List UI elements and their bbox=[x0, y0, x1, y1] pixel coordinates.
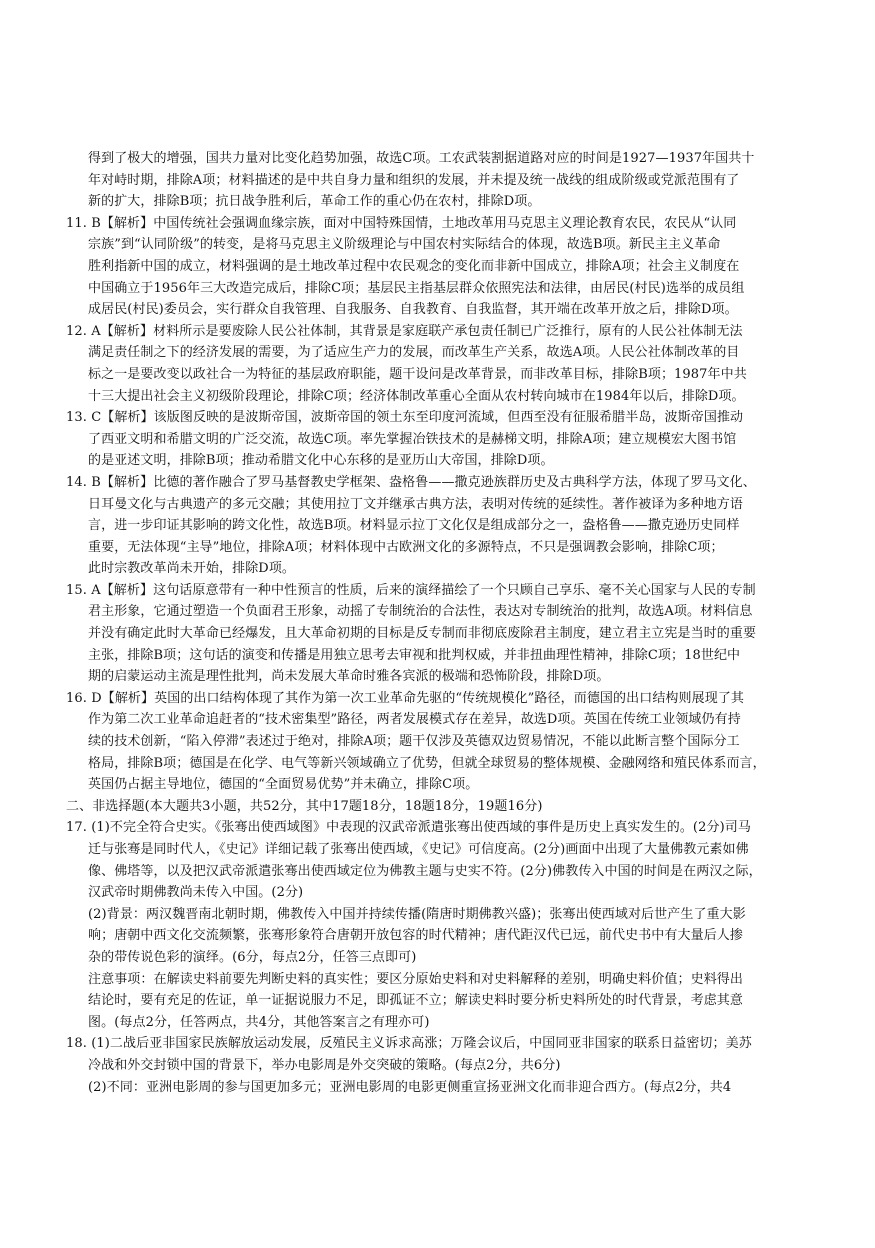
text-line: 得到了极大的增强，国共力量对比变化趋势加强，故选C项。工农武装割据道路对应的时间是1927—1937年国共十 bbox=[88, 151, 755, 166]
text-line: 图。(每点2分，任答两点，共4分，其他答案言之有理亦可) bbox=[88, 1014, 430, 1030]
text-line: 十三大提出社会主义初级阶段理论，排除C项；经济体制改革重心全面从农村转向城市在1984年以后，排除D项。 bbox=[88, 388, 745, 404]
text-line: 中国确立于1956年三大改造完成后，排除C项；基层民主指基层群众依照宪法和法律，由居民(村民)选举的成员组 bbox=[88, 280, 745, 296]
question-11-line: 11. B【解析】中国传统社会强调血缘宗族，面对中国特殊国情，土地改革用马克思主义理论教育农民，农民从“认同 bbox=[66, 215, 737, 231]
text-line: 日耳曼文化与古典遗产的多元交融；其使用拉丁文并继承古典方法，表明对传统的延续性。著作被译为多种地方语 bbox=[88, 496, 744, 512]
text-line: 作为第二次工业革命追赶者的“技术密集型”路径，两者发展模式存在差异，故选D项。英国在传统工业领域仍有持 bbox=[88, 712, 741, 728]
text-line: 格局，排除B项；德国是在化学、电气等新兴领域确立了优势，但就全球贸易的整体规模、金融网络和殖民体系而言， bbox=[88, 755, 766, 771]
text-line: 满足责任制之下的经济发展的需要，为了适应生产力的发展，而改革生产关系，故选A项。人民公社体制改革的目 bbox=[88, 345, 740, 361]
text-line: 续的技术创新，“陷入停滞”表述过于绝对，排除A项；题干仅涉及英德双边贸易情况，不能以此断言整个国际分工 bbox=[88, 734, 740, 750]
text-line: 重要，无法体现“主导”地位，排除A项；材料体现中古欧洲文化的多源特点，不只是强调教会影响，排除C项； bbox=[88, 539, 724, 555]
text-line: 结论时，要有充足的佐证，单一证据说服力不足，即孤证不立；解读史料时要分析史料所处的时代背景，考虑其意 bbox=[88, 993, 744, 1009]
text-line: 标之一是要改变以政社合一为特征的基层政府职能，题干设问是改革背景，而非改革目标，排除B项；1987年中共 bbox=[88, 366, 747, 382]
question-13-line: 13. C【解析】该版图反映的是波斯帝国，波斯帝国的领土东至印度河流域，但西至没有征服希腊半岛，波斯帝国推动 bbox=[66, 410, 744, 426]
text-line: 新的扩大，排除B项；抗日战争胜利后，革命工作的重心仍在农村，排除D项。 bbox=[88, 194, 541, 210]
text-line: 并没有确定此时大革命已经爆发，且大革命初期的目标是反专制而非彻底废除君主制度，建立君主立宪是当时的重要 bbox=[88, 626, 757, 642]
question-16-line: 16. D【解析】英国的出口结构体现了其作为第一次工业革命先驱的“传统规模化”路径，而德国的出口结构则展现了其 bbox=[66, 690, 745, 706]
text-line: 英国仍占据主导地位，德国的“全面贸易优势”并未确立，排除C项。 bbox=[88, 777, 479, 793]
text-line: 此时宗教改革尚未开始，排除D项。 bbox=[88, 561, 296, 577]
text-line: 杂的带传说色彩的演绎。(6分，每点2分，任答三点即可) bbox=[88, 949, 417, 965]
text-line: 汉武帝时期佛教尚未传入中国。(2分) bbox=[88, 885, 304, 901]
text-line: 言，进一步印证其影响的跨文化性，故选B项。材料显示拉丁文化仅是组成部分之一，盎格鲁——撒克逊历史同样 bbox=[88, 518, 740, 534]
text-line: 主张，排除B项；这句话的演变和传播是用独立思考去审视和批判权威，并非扭曲理性精神，排除C项；18世纪中 bbox=[88, 647, 741, 663]
text-line: 像、佛塔等，以及把汉武帝派遣张骞出使西域定位为佛教主题与史实不符。(2分)佛教传入中国的时间是在两汉之际， bbox=[88, 863, 762, 879]
text-line: 胜利指新中国的成立，材料强调的是土地改革过程中农民观念的变化而非新中国成立，排除A项；社会主义制度在 bbox=[88, 258, 740, 274]
text-line: 响；唐朝中西文化交流频繁，张骞形象符合唐朝开放包容的时代精神；唐代距汉代已远，前代史书中有大量后人掺 bbox=[88, 928, 744, 944]
section-heading: 二、非选择题(本大题共3小题，共52分，其中17题18分，18题18分，19题16分) bbox=[66, 798, 543, 814]
question-12-line: 12. A【解析】材料所示是要废除人民公社体制，其背景是家庭联产承包责任制已广泛推行，原有的人民公社体制无法 bbox=[66, 323, 743, 339]
text-line: 期的启蒙运动主流是理性批判，尚未发展大革命时雅各宾派的极端和恐怖阶段，排除D项。 bbox=[88, 669, 610, 685]
text-line: 注意事项：在解读史料前要先判断史料的真实性；要区分原始史料和对史料解释的差别，明确史料价值；史料得出 bbox=[88, 971, 744, 987]
question-17-line: 17. (1)不完全符合史实。《张骞出使西域图》中表现的汉武帝派遣张骞出使西域的事件是历史上真实发生的。(2分)司马 bbox=[66, 820, 751, 836]
question-15-line: 15. A【解析】这句话原意带有一种中性预言的性质，后来的演绎描绘了一个只顾自己享乐、毫不关心国家与人民的专制 bbox=[66, 582, 756, 598]
question-18-line: 18. (1)二战后亚非国家民族解放运动发展，反殖民主义诉求高涨；万隆会议后，中国同亚非国家的联系日益密切；美苏 bbox=[66, 1036, 752, 1052]
text-line: 君主形象，它通过塑造一个负面君王形象，动摇了专制统治的合法性，表达对专制统治的批判，故选A项。材料信息 bbox=[88, 604, 753, 620]
question-14-line: 14. B【解析】比德的著作融合了罗马基督教史学框架、盎格鲁——撒克逊族群历史及古典科学方法，体现了罗马文化、 bbox=[66, 474, 756, 490]
text-line: 的是亚述文明，排除B项；推动希腊文化中心东移的是亚历山大帝国，排除D项。 bbox=[88, 453, 554, 469]
text-line: (2)不同：亚洲电影周的参与国更加多元；亚洲电影周的电影更侧重宣扬亚洲文化而非迎合西方。(每点2分，共4 bbox=[88, 1079, 732, 1095]
text-line: 冷战和外交封锁中国的背景下，举办电影周是外交突破的策略。(每点2分，共6分) bbox=[88, 1057, 561, 1073]
text-line: 成居民(村民)委员会，实行群众自我管理、自我服务、自我教育、自我监督，其开端在改革开放之后，排除D项。 bbox=[88, 302, 738, 318]
text-line: (2)背景：两汉魏晋南北朝时期，佛教传入中国并持续传播(隋唐时期佛教兴盛)；张骞出使西域对后世产生了重大影 bbox=[88, 906, 746, 922]
answer-document bbox=[66, 148, 788, 1098]
text-line: 宗族”到“认同阶级”的转变，是将马克思主义阶级理论与中国农村实际结合的体现，故选B项。新民主主义革命 bbox=[88, 237, 721, 253]
text-line: 了西亚文明和希腊文明的广泛交流，故选C项。率先掌握冶铁技术的是赫梯文明，排除A项；建立规模宏大图书馆 bbox=[88, 431, 737, 447]
text-line: 年对峙时期，排除A项；材料描述的是中共自身力量和组织的发展，并未提及统一战线的组成阶级或党派范围有了 bbox=[88, 172, 740, 188]
text-line: 迁与张骞是同时代人，《史记》详细记载了张骞出使西域，《史记》可信度高。(2分)画面中出现了大量佛教元素如佛 bbox=[88, 842, 749, 857]
